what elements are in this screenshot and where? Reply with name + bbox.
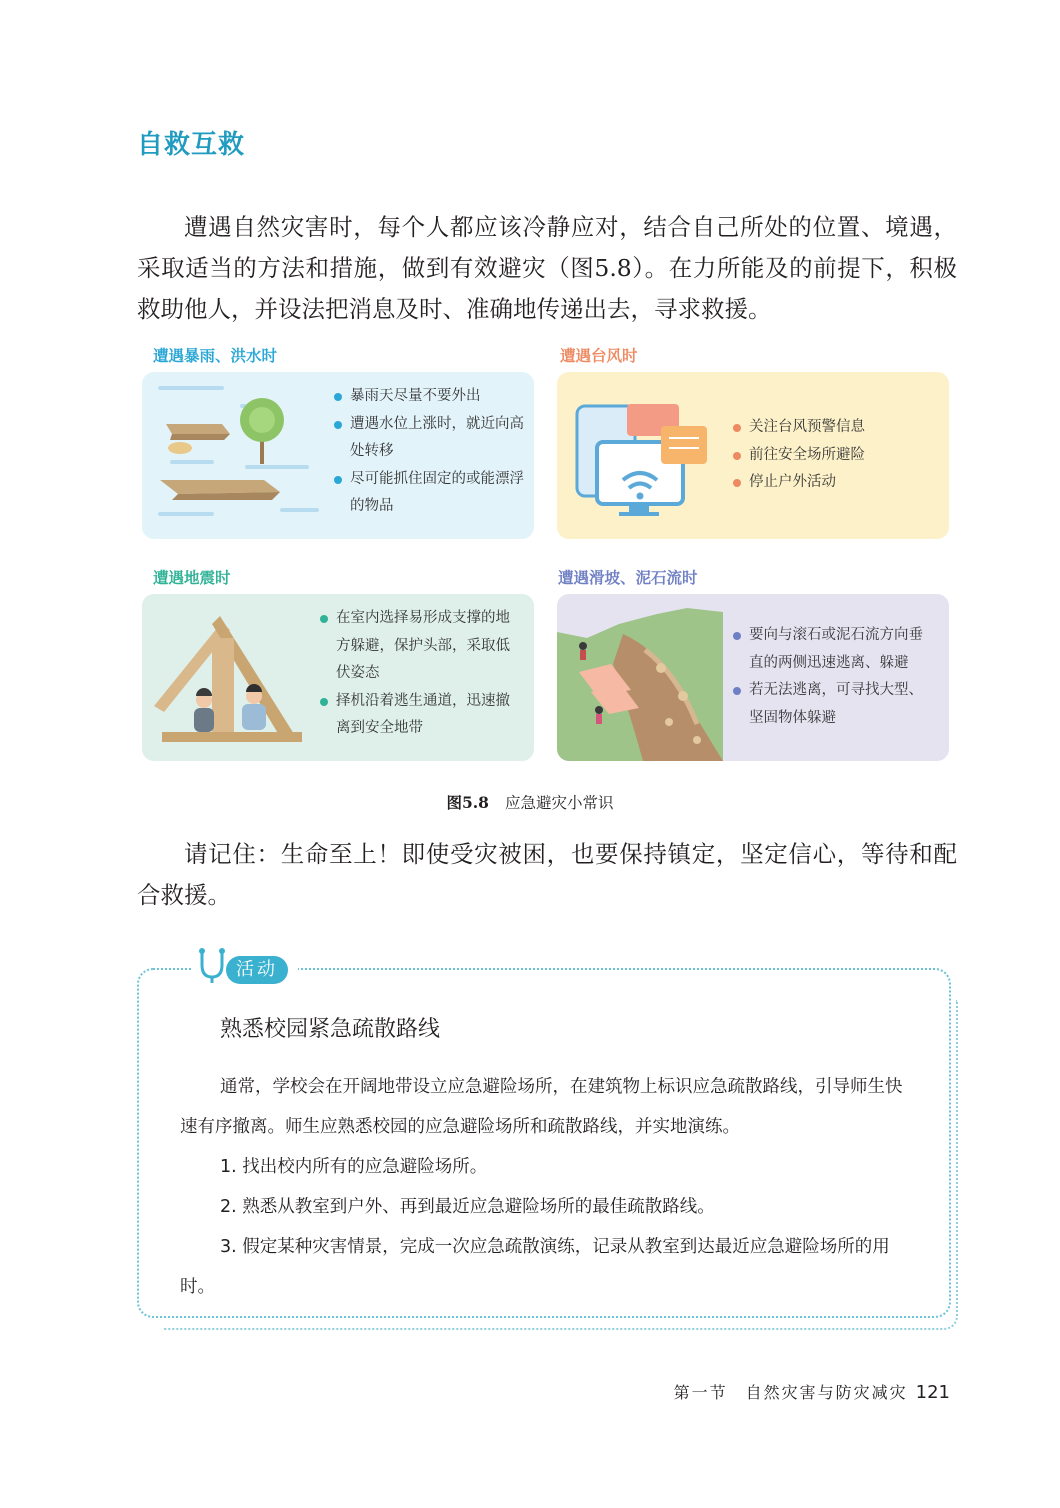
section-title: 自救互救 — [137, 130, 246, 160]
activity-badge-label: 活动 — [226, 956, 288, 984]
card-flood-title: 遭遇暴雨、洪水时 — [153, 347, 278, 365]
card-flood — [142, 372, 534, 539]
activity-title: 熟悉校园紧急疏散路线 — [220, 1017, 441, 1042]
card-earthquake — [142, 594, 534, 761]
remember-text: 请记住：生命至上！即使受灾被困，也要保持镇定，坚定信心，等待和配合救援。 — [137, 840, 957, 909]
flood-illustration — [142, 372, 322, 539]
card-earthquake-title: 遭遇地震时 — [153, 569, 231, 587]
phone-monitor-illustration — [557, 372, 737, 539]
intro-paragraph — [137, 207, 957, 330]
intro-text: 遭遇自然灾害时，每个人都应该冷静应对，结合自己所处的位置、境遇，采取适当的方法和措施，做到有效避灾（图5.8）。在力所能及的前提下，积极救助他人，并设法把消息及时、准确地传递出去，寻求救援。 — [137, 213, 957, 323]
remember-paragraph — [137, 834, 957, 916]
earthquake-tip: 在室内选择易形成支撑的地方躲避，保护头部，采取低伏姿态 — [320, 605, 520, 688]
activity-step: 1. 找出校内所有的应急避险场所。 — [220, 1157, 488, 1177]
activity-intro: 通常，学校会在开阔地带设立应急避险场所，在建筑物上标识应急疏散路线，引导师生快速有序撤离。师生应熟悉校园的应急避险场所和疏散路线，并实地演练。 — [180, 1077, 903, 1137]
typhoon-tips — [733, 414, 933, 497]
activity-body — [180, 1067, 918, 1307]
page-number: 121 — [915, 1382, 950, 1403]
page-footer — [674, 1380, 950, 1403]
card-typhoon — [557, 372, 949, 539]
flood-tip: 尽可能抓住固定的或能漂浮的物品 — [334, 466, 530, 521]
typhoon-tip: 关注台风预警信息 — [733, 414, 933, 442]
card-landslide — [557, 594, 949, 761]
figure-number: 图5.8 — [446, 793, 489, 812]
flood-tip: 遭遇水位上涨时，就近向高处转移 — [334, 411, 530, 466]
landslide-tip: 要向与滚石或泥石流方向垂直的两侧迅速逃离、躲避 — [733, 622, 933, 677]
flood-tip: 暴雨天尽量不要外出 — [334, 383, 530, 411]
card-landslide-title: 遭遇滑坡、泥石流时 — [558, 569, 698, 587]
activity-step: 3. 假定某种灾害情景，完成一次应急疏散演练，记录从教室到达最近应急避险场所的用时。 — [180, 1237, 890, 1297]
landslide-illustration — [557, 594, 727, 761]
footer-section: 第一节 自然灾害与防灾减灾 — [673, 1383, 908, 1402]
flood-tips — [334, 383, 530, 521]
landslide-tip: 若无法逃离，可寻找大型、坚固物体躲避 — [733, 677, 933, 732]
earthquake-tips — [320, 605, 520, 743]
activity-step: 2. 熟悉从教室到户外、再到最近应急避险场所的最佳疏散路线。 — [220, 1197, 715, 1217]
figure-caption — [0, 791, 1060, 813]
earthquake-illustration — [142, 594, 322, 761]
typhoon-tip: 停止户外活动 — [733, 469, 933, 497]
earthquake-tip: 择机沿着逃生通道，迅速撤离到安全地带 — [320, 688, 520, 743]
card-typhoon-title: 遭遇台风时 — [560, 347, 638, 365]
landslide-tips — [733, 622, 933, 732]
activity-badge — [192, 945, 298, 987]
typhoon-tip: 前往安全场所避险 — [733, 442, 933, 470]
figure-caption-text: 应急避灾小常识 — [504, 794, 614, 812]
